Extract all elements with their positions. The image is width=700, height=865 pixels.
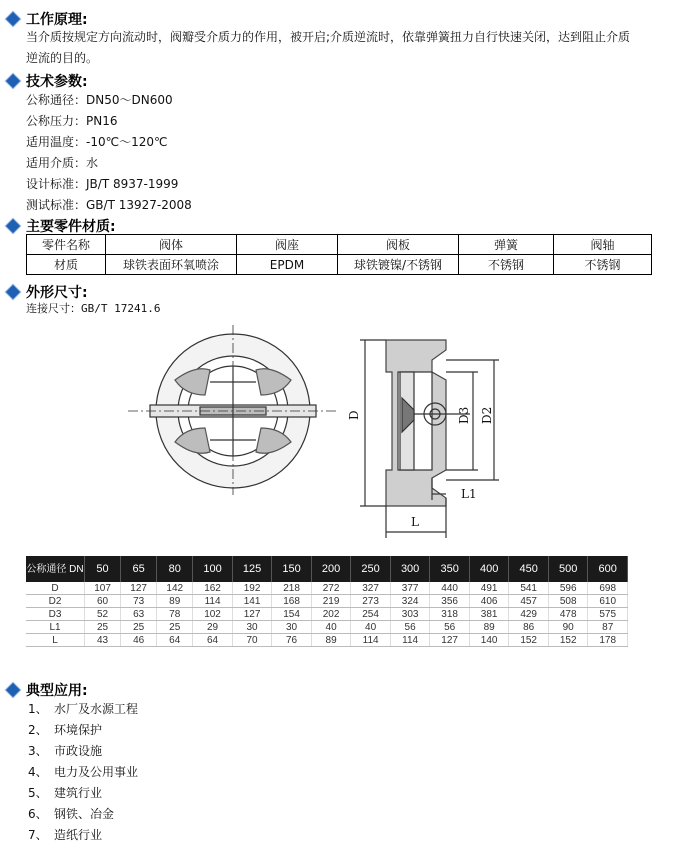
table-cell: 73 xyxy=(121,595,157,608)
table-cell: 90 xyxy=(548,621,588,634)
row-label: L xyxy=(26,634,85,647)
table-cell: 596 xyxy=(548,582,588,595)
label-L1: L1 xyxy=(461,487,477,501)
header-dn-value: 150 xyxy=(272,556,312,582)
table-cell: 零件名称 xyxy=(27,235,106,255)
application-item xyxy=(28,805,114,822)
spec-item: 适用介质：水 xyxy=(26,156,99,170)
table-cell: 29 xyxy=(193,621,233,634)
table-cell: 610 xyxy=(588,595,628,608)
table-cell: 63 xyxy=(121,608,157,621)
table-cell: 168 xyxy=(272,595,312,608)
row-label: D xyxy=(26,582,85,595)
table-cell: 202 xyxy=(311,608,351,621)
table-cell: 698 xyxy=(588,582,628,595)
table-cell: 52 xyxy=(85,608,121,621)
header-dn-value: 250 xyxy=(351,556,391,582)
header-dn-value: 450 xyxy=(509,556,549,582)
table-cell: 64 xyxy=(157,634,193,647)
table-cell: 弹簧 xyxy=(459,235,554,255)
table-cell: 阀体 xyxy=(106,235,237,255)
table-cell: 127 xyxy=(121,582,157,595)
table-cell: 60 xyxy=(85,595,121,608)
application-number: 4、 xyxy=(28,765,48,779)
table-cell: 球铁表面环氧喷涂 xyxy=(106,255,237,275)
application-text: 钢铁、冶金 xyxy=(54,807,115,821)
table-cell: 43 xyxy=(85,634,121,647)
label-D: D xyxy=(347,410,361,420)
label-D3: D3 xyxy=(457,406,471,424)
application-item xyxy=(28,763,138,780)
application-item xyxy=(28,742,102,759)
header-dn-value: 350 xyxy=(430,556,470,582)
table-cell: 76 xyxy=(272,634,312,647)
table-cell: 491 xyxy=(469,582,509,595)
table-cell: 127 xyxy=(232,608,272,621)
table-cell: 89 xyxy=(469,621,509,634)
table-cell: 273 xyxy=(351,595,391,608)
table-cell: 575 xyxy=(588,608,628,621)
application-text: 水厂及水源工程 xyxy=(54,702,139,716)
side-view xyxy=(360,340,499,538)
section-title: 工作原理: xyxy=(26,12,88,28)
row-label: D2 xyxy=(26,595,85,608)
table-cell: 球铁镀镍/不锈钢 xyxy=(338,255,459,275)
table-cell: 154 xyxy=(272,608,312,621)
spec-item: 公称压力：PN16 xyxy=(26,114,118,128)
application-number: 6、 xyxy=(28,807,48,821)
table-cell: 56 xyxy=(430,621,470,634)
table-cell: 87 xyxy=(588,621,628,634)
table-cell: 25 xyxy=(85,621,121,634)
table-cell: 192 xyxy=(232,582,272,595)
table-cell: 89 xyxy=(157,595,193,608)
spec-item: 公称通径：DN50～DN600 xyxy=(26,93,173,107)
table-cell: 440 xyxy=(430,582,470,595)
table-cell: 218 xyxy=(272,582,312,595)
table-cell: 303 xyxy=(390,608,430,621)
table-cell: 356 xyxy=(430,595,470,608)
table-cell: 127 xyxy=(430,634,470,647)
table-cell: 70 xyxy=(232,634,272,647)
table-cell: 142 xyxy=(157,582,193,595)
table-cell: 152 xyxy=(509,634,549,647)
application-number: 7、 xyxy=(28,828,48,842)
table-cell: 219 xyxy=(311,595,351,608)
table-cell: 254 xyxy=(351,608,391,621)
application-text: 环境保护 xyxy=(54,723,103,737)
table-cell: 381 xyxy=(469,608,509,621)
principle-line-2: 逆流的目的。 xyxy=(26,51,99,65)
table-cell: 30 xyxy=(272,621,312,634)
application-item xyxy=(28,826,102,843)
application-number: 3、 xyxy=(28,744,48,758)
application-number: 1、 xyxy=(28,702,48,716)
table-cell: 324 xyxy=(390,595,430,608)
application-text: 造纸行业 xyxy=(54,828,103,842)
table-cell: 86 xyxy=(509,621,549,634)
table-cell: 56 xyxy=(390,621,430,634)
header-dn-value: 65 xyxy=(121,556,157,582)
table-cell: 89 xyxy=(311,634,351,647)
table-cell: 25 xyxy=(157,621,193,634)
table-cell: 阀板 xyxy=(338,235,459,255)
spec-item: 设计标准：JB/T 8937-1999 xyxy=(26,177,179,191)
front-view xyxy=(128,325,338,495)
dimension-row xyxy=(26,608,628,621)
table-cell: 152 xyxy=(548,634,588,647)
header-dn-value: 200 xyxy=(311,556,351,582)
header-dn-value: 80 xyxy=(157,556,193,582)
application-text: 建筑行业 xyxy=(54,786,103,800)
dimension-header-row xyxy=(26,556,628,582)
row-label: L1 xyxy=(26,621,85,634)
table-cell: 141 xyxy=(232,595,272,608)
table-cell: EPDM xyxy=(237,255,338,275)
table-cell: 406 xyxy=(469,595,509,608)
header-dn-value: 50 xyxy=(85,556,121,582)
application-number: 2、 xyxy=(28,723,48,737)
section-title: 外形尺寸: xyxy=(26,285,88,301)
diamond-bullet-icon xyxy=(6,683,20,697)
table-cell: 478 xyxy=(548,608,588,621)
table-cell: 114 xyxy=(351,634,391,647)
table-cell: 318 xyxy=(430,608,470,621)
table-cell: 64 xyxy=(193,634,233,647)
table-cell: 429 xyxy=(509,608,549,621)
table-cell: 162 xyxy=(193,582,233,595)
header-dn-value: 600 xyxy=(588,556,628,582)
header-dn-value: 300 xyxy=(390,556,430,582)
application-item xyxy=(28,700,138,717)
table-cell: 327 xyxy=(351,582,391,595)
table-cell: 30 xyxy=(232,621,272,634)
application-item xyxy=(28,721,102,738)
label-D2: D2 xyxy=(480,406,494,424)
table-cell: 140 xyxy=(469,634,509,647)
header-dn-value: 100 xyxy=(193,556,233,582)
table-cell: 阀座 xyxy=(237,235,338,255)
dimension-table xyxy=(26,556,628,647)
dimension-row xyxy=(26,582,628,595)
table-cell: 508 xyxy=(548,595,588,608)
table-cell: 不锈钢 xyxy=(459,255,554,275)
table-cell: 114 xyxy=(193,595,233,608)
section-title: 主要零件材质: xyxy=(26,219,116,235)
header-dn-value: 500 xyxy=(548,556,588,582)
table-cell: 377 xyxy=(390,582,430,595)
table-cell: 阀轴 xyxy=(554,235,652,255)
table-cell: 40 xyxy=(311,621,351,634)
section-applications-header xyxy=(8,680,88,700)
header-dn-value: 125 xyxy=(232,556,272,582)
spec-item: 测试标准：GB/T 13927-2008 xyxy=(26,198,192,212)
table-cell: 272 xyxy=(311,582,351,595)
table-cell: 不锈钢 xyxy=(554,255,652,275)
row-label: D3 xyxy=(26,608,85,621)
table-cell: 78 xyxy=(157,608,193,621)
principle-line-1: 当介质按规定方向流动时，阀瓣受介质力的作用，被开启;介质逆流时，依靠弹簧扭力自行快速关闭，达到阻止介质 xyxy=(26,30,631,44)
spec-item: 适用温度：-10℃～120℃ xyxy=(26,135,168,149)
table-cell: 541 xyxy=(509,582,549,595)
dimension-row xyxy=(26,621,628,634)
section-title: 技术参数: xyxy=(26,74,88,90)
application-item xyxy=(28,784,102,801)
table-cell: 114 xyxy=(390,634,430,647)
connection-standard: 连接尺寸：GB/T 17241.6 xyxy=(26,302,161,315)
header-dn-value: 400 xyxy=(469,556,509,582)
table-cell: 102 xyxy=(193,608,233,621)
table-cell: 46 xyxy=(121,634,157,647)
table-cell: 40 xyxy=(351,621,391,634)
table-cell: 457 xyxy=(509,595,549,608)
application-text: 市政设施 xyxy=(54,744,103,758)
label-L: L xyxy=(411,515,419,529)
application-text: 电力及公用事业 xyxy=(54,765,139,779)
table-cell: 材质 xyxy=(27,255,106,275)
table-cell: 25 xyxy=(121,621,157,634)
application-number: 5、 xyxy=(28,786,48,800)
header-dn-label: 公称通径 DN xyxy=(26,556,85,582)
dimension-row xyxy=(26,634,628,647)
table-cell: 107 xyxy=(85,582,121,595)
dimension-row xyxy=(26,595,628,608)
table-cell: 178 xyxy=(588,634,628,647)
section-title: 典型应用: xyxy=(26,683,88,699)
